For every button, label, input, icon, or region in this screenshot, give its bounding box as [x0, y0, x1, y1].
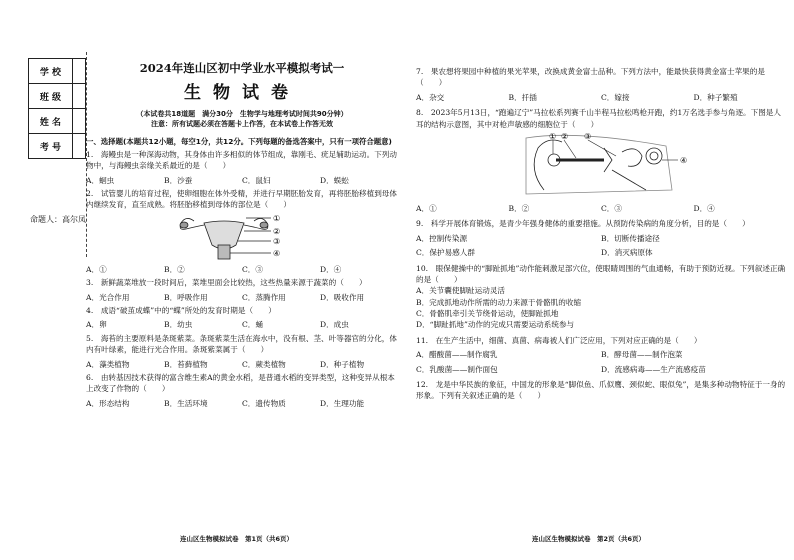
- school-label: 学 校: [29, 59, 73, 84]
- option-c[interactable]: C．嫁接: [601, 92, 630, 102]
- question-stem: 5. 海苔的主要原料是条斑紫菜。条斑紫菜生活在海水中，没有根、茎、叶等器官的分化，体内有叶绿素，能进行光合作用。条斑紫菜属于（ ）: [86, 333, 397, 355]
- option-c[interactable]: C．蒸腾作用: [242, 292, 286, 302]
- proposer: 命题人：高尔凤: [30, 215, 86, 224]
- question-stem: 11. 在生产生活中，细菌、真菌、病毒被人们广泛应用，下列对应正确的是（ ）: [416, 335, 702, 345]
- name-label: 姓 名: [29, 109, 73, 134]
- question-stem: 2. 试管婴儿的培育过程，使卵细胞在体外受精，并进行早期胚胎发育，再将胚胎移植到母体内继续发育，直至成熟。将胚胎移植到母体的部位是（ ）: [86, 189, 397, 210]
- exam-notice: 注意：所有试题必须在答题卡上作答，在本试卷上作答无效: [151, 120, 333, 129]
- option-b[interactable]: B．切断传播途径: [601, 233, 660, 243]
- option-a[interactable]: A．蛔虫: [86, 175, 115, 185]
- label-1: ①: [273, 213, 281, 223]
- question-stem: 3. 新鲜蔬菜堆放一段时间后，菜堆里面会比较热，这些热量来源于蔬菜的（ ）: [86, 278, 367, 288]
- question-1: [86, 149, 398, 186]
- question-10: [416, 263, 786, 331]
- question-9: [416, 218, 786, 258]
- ear-label-1: ①: [549, 131, 557, 141]
- ear-figure: [416, 130, 786, 200]
- question-stem: 6. 由转基因技术获得的富含维生素A的黄金水稻，是普通水稻的变异类型，这种变异从根本上改变了作物的（ ）: [86, 372, 395, 394]
- exam-title: 2024年连山区初中学业水平模拟考试一: [139, 61, 345, 75]
- ear-label-3: ③: [584, 131, 592, 141]
- option-b[interactable]: B．酵母菌——制作泡菜: [601, 350, 683, 360]
- exam-info: （本试卷共18道题 满分30分 生物学与地理考试时间共90分钟）: [136, 109, 348, 118]
- footer-right: 连山区生物模拟试卷 第2页（共6页）: [532, 535, 646, 543]
- option-a[interactable]: A．藻类植物: [86, 359, 130, 369]
- ear-label-2: ②: [561, 131, 569, 141]
- question-stem: 1. 海鳗虫是一种深海动物，其身体由许多相似的体节组成，靠刚毛、疣足辅助运动。下列动物中，与海鳗虫亲缘关系最近的是（ ）: [86, 149, 397, 171]
- option-c[interactable]: C．③: [242, 264, 263, 274]
- question-4: [86, 305, 398, 331]
- question-11: [416, 335, 786, 375]
- option-a[interactable]: A．形态结构: [86, 398, 130, 408]
- option-a[interactable]: A．杂交: [416, 92, 445, 102]
- footer-left: 连山区生物模拟试卷 第1页（共6页）: [180, 535, 294, 543]
- ear-diagram: [416, 130, 786, 200]
- question-3: [86, 277, 398, 303]
- option-b[interactable]: B．生活环境: [164, 398, 208, 408]
- student-info-table: [28, 58, 86, 159]
- question-5: [86, 333, 398, 370]
- option-a[interactable]: A．卵: [86, 320, 107, 330]
- question-stem: 9. 科学开展体育锻炼，是青少年强身健体的重要措施。从预防传染病的角度分析，目的是（ ）: [416, 219, 750, 229]
- option-b[interactable]: B．苔藓植物: [164, 359, 208, 369]
- option-a[interactable]: A．光合作用: [86, 292, 130, 302]
- option-b[interactable]: B．②: [164, 264, 185, 274]
- left-column: [86, 60, 398, 409]
- option-d[interactable]: D．吸收作用: [320, 292, 365, 302]
- label-4: ④: [273, 248, 281, 258]
- option-d[interactable]: D．种子繁殖: [693, 92, 738, 102]
- option-c[interactable]: C．乳酸菌——制作面包: [416, 364, 498, 374]
- right-column: [416, 64, 786, 402]
- option-b[interactable]: B．扦插: [508, 92, 537, 102]
- option-c[interactable]: C．遗传物质: [242, 398, 286, 408]
- option-d[interactable]: D．“脚趾抓地”动作的完成只需要运动系统参与: [416, 320, 575, 330]
- question-stem: 8. 2023年5月13日，“跑遍辽宁”马拉松系列赛千山半程马拉松鸣枪开跑，约1万名选手参与角逐。下图是人耳的结构示意图，其中对枪声敏感的细胞位于（ ）: [416, 108, 781, 129]
- class-field[interactable]: [73, 84, 86, 109]
- question-12: [416, 379, 786, 402]
- option-c[interactable]: C．蕨类植物: [242, 359, 286, 369]
- school-field[interactable]: [73, 59, 86, 84]
- option-c[interactable]: C．保护易感人群: [416, 248, 475, 258]
- option-b[interactable]: B．沙蚕: [164, 175, 193, 185]
- option-a[interactable]: A．①: [416, 203, 437, 213]
- question-stem: 4. 成语“破茧成蝶”中的“蝶”所处的发育时期是（ ）: [86, 305, 276, 315]
- label-3: ③: [273, 236, 281, 246]
- class-label: 班 级: [29, 84, 73, 109]
- option-b[interactable]: B．完成抓地动作所需的动力来源于骨骼肌的收缩: [416, 297, 582, 307]
- question-2: [86, 188, 398, 275]
- option-d[interactable]: D．④: [320, 264, 342, 274]
- exam-subtitle: 生物试卷: [184, 83, 300, 104]
- option-d[interactable]: D．流感病毒——生产流感疫苗: [601, 364, 706, 374]
- option-c[interactable]: C．骨骼肌牵引关节绕骨运动，使脚趾抓地: [416, 309, 559, 319]
- option-c[interactable]: C．蛹: [242, 320, 263, 330]
- uterus-figure: [86, 211, 398, 261]
- ear-label-4: ④: [680, 155, 688, 165]
- option-a[interactable]: A．①: [86, 264, 107, 274]
- question-7: [416, 66, 786, 103]
- option-d[interactable]: D．生理功能: [320, 398, 365, 408]
- option-c[interactable]: C．③: [601, 203, 622, 213]
- option-d[interactable]: D．成虫: [320, 320, 349, 330]
- binding-sidebar: [8, 52, 84, 232]
- option-a[interactable]: A．控制传染源: [416, 233, 468, 243]
- option-b[interactable]: B．②: [508, 203, 530, 213]
- question-6: [86, 372, 398, 409]
- exam-number-field[interactable]: [73, 134, 86, 159]
- option-d[interactable]: D．蜈蚣: [320, 175, 349, 185]
- option-b[interactable]: B．呼吸作用: [164, 292, 208, 302]
- section-one-heading: 一、选择题(本题共12小题，每空1分，共12分。下列每题的备选答案中，只有一项符合题意): [86, 136, 392, 146]
- question-8: [416, 107, 786, 214]
- label-2: ②: [273, 226, 281, 236]
- option-a[interactable]: A．关节囊使脚趾运动灵活: [416, 286, 506, 296]
- option-a[interactable]: A．醋酸菌——制作腐乳: [416, 350, 498, 360]
- question-stem: 12. 龙是中华民族的象征，中国龙的形象是“脚似鱼、爪似鹰、颈似蛇、眼似兔”，是集多种动物特征于一身的形象。下列有关叙述正确的是（ ）: [416, 380, 786, 401]
- uterus-diagram: [86, 211, 398, 261]
- option-d[interactable]: D．消灭病原体: [601, 248, 653, 258]
- option-d[interactable]: D．④: [693, 203, 715, 213]
- option-c[interactable]: C．鼠妇: [242, 175, 271, 185]
- question-stem: 7. 果农想将果园中种植的果光苹果，改换成黄金富士品种。下列方法中，能最快获得黄金富士苹果的是（ ）: [416, 67, 765, 88]
- option-b[interactable]: B．幼虫: [164, 320, 193, 330]
- option-d[interactable]: D．种子植物: [320, 359, 365, 369]
- name-field[interactable]: [73, 109, 86, 134]
- question-stem: 10. 眼保健操中的“脚趾抓地”动作能刺激足部穴位，使眼睛周围的气血通畅，有助于预防近视。下列叙述正确的是（ ）: [416, 263, 786, 284]
- exam-number-label: 考 号: [29, 134, 73, 159]
